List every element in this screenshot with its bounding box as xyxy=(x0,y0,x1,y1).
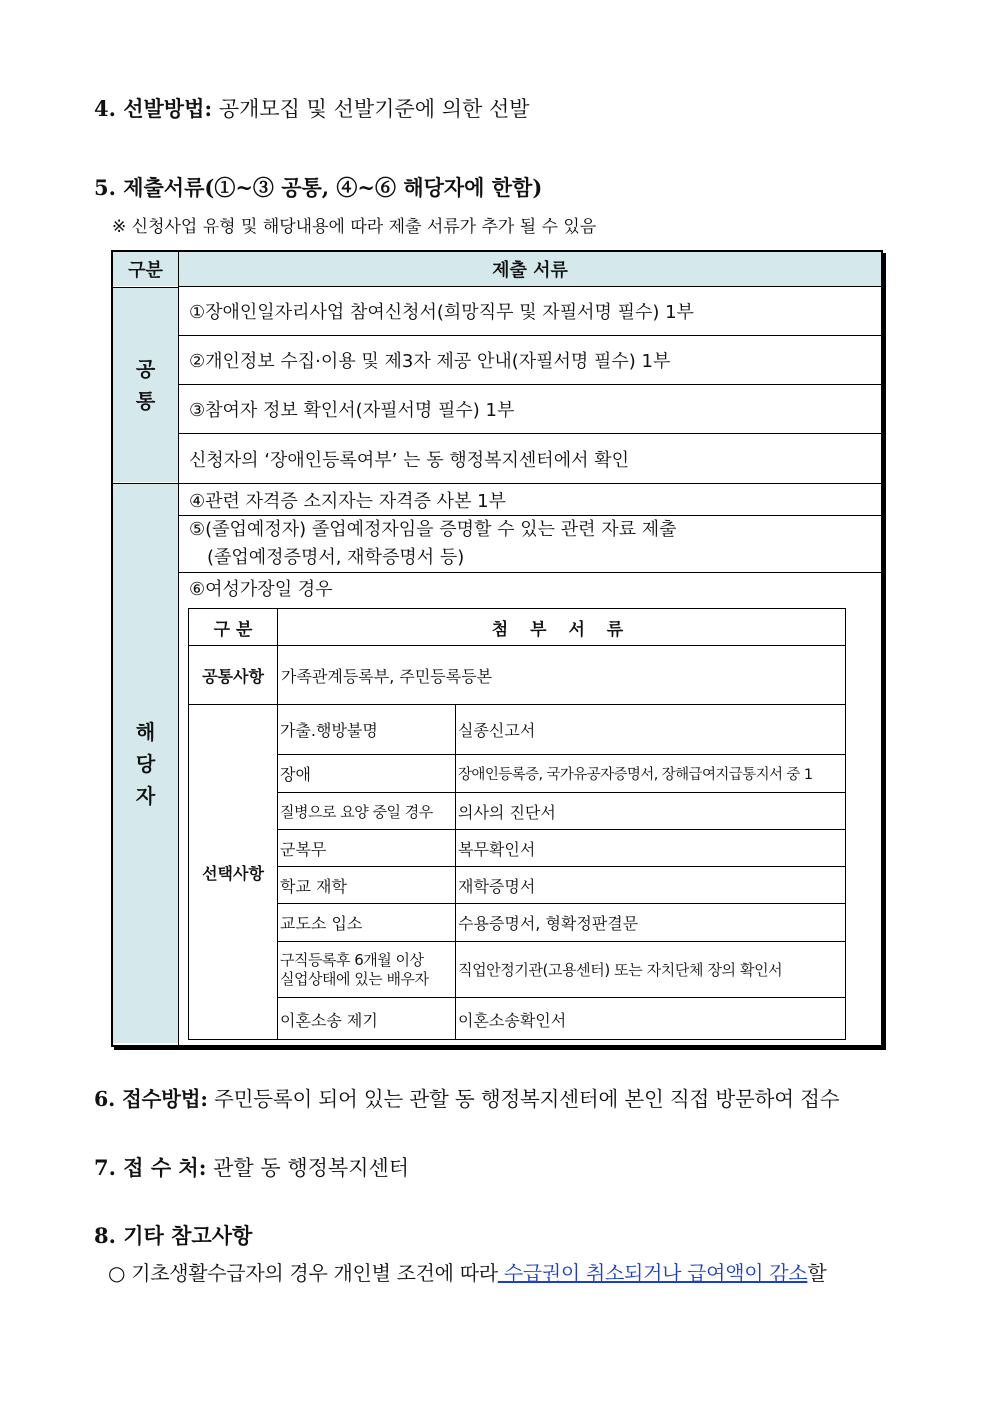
inner-common-label: 공통사항 xyxy=(202,666,264,686)
common-group-label xyxy=(113,287,178,482)
doc-cell: 이혼소송확인서 xyxy=(458,1010,567,1030)
section-6-label: 6. 접수방법: xyxy=(94,1087,208,1111)
common-row: ②개인정보 수집·이용 및 제3자 제공 안내(자필서명 필수) 1부 xyxy=(179,335,881,384)
section-5-note: ※ 신청사업 유형 및 해당내용에 따라 제출 서류가 추가 될 수 있음 xyxy=(112,217,597,237)
section-4 xyxy=(94,93,530,123)
section-4-text: 공개모집 및 선발기준에 의한 선발 xyxy=(212,97,530,121)
section-8 xyxy=(94,1220,252,1250)
inner-header-group: 구 분 xyxy=(213,619,253,640)
doc-cell: 실종신고서 xyxy=(458,721,536,740)
inner-select-label: 선택사항 xyxy=(202,864,264,883)
row-5-line-1: ⑤(졸업예정자) 졸업예정자임을 증명할 수 있는 관련 자료 제출 xyxy=(189,519,677,540)
common-label-char: 통 xyxy=(135,389,156,413)
doc-cell: 복무확인서 xyxy=(458,839,536,859)
doc-cell: 직업안정기관(고용센터) 또는 자치단체 장의 확인서 xyxy=(458,961,783,979)
section-7 xyxy=(94,1152,409,1182)
applicable-row-4: ④관련 자격증 소지자는 자격증 사본 1부 xyxy=(179,483,881,515)
inner-header-docs: 첨 부 서 류 xyxy=(491,619,632,640)
case-cell xyxy=(280,942,454,997)
female-head-table xyxy=(188,608,846,1040)
case-cell: 이혼소송 제기 xyxy=(280,1010,378,1030)
section-5 xyxy=(94,172,542,202)
section-8-label: 8. 기타 참고사항 xyxy=(94,1223,253,1248)
section-7-text: 관할 동 행정복지센터 xyxy=(206,1156,410,1180)
doc-cell: 재학증명서 xyxy=(458,876,536,896)
section-7-label: 7. 접 수 처: xyxy=(94,1155,207,1180)
case-cell: 군복무 xyxy=(280,839,327,859)
case-line-1: 구직등록후 6개월 이상 xyxy=(280,950,424,969)
doc-cell: 수용증명서, 형확정판결문 xyxy=(458,914,639,933)
common-row: ③참여자 정보 확인서(자필서명 필수) 1부 xyxy=(179,384,881,433)
case-cell: 장애 xyxy=(280,765,311,784)
applicable-label-char: 자 xyxy=(135,783,156,808)
case-cell: 질병으로 요양 중일 경우 xyxy=(280,802,433,821)
section-8-prefix: ○ 기초생활수급자의 경우 개인별 조건에 따라 xyxy=(108,1261,498,1285)
doc-cell: 장애인등록증, 국가유공자증명서, 장해급여지급통지서 중 1 xyxy=(458,767,813,783)
case-cell: 교도소 입소 xyxy=(280,914,363,933)
table-header-docs: 제출 서류 xyxy=(179,252,881,286)
section-5-label: 5. 제출서류(①~③ 공통, ④~⑥ 해당자에 한함) xyxy=(94,175,543,200)
common-row: 신청자의 ‘장애인등록여부’ 는 동 행정복지센터에서 확인 xyxy=(179,433,881,483)
applicable-row-5 xyxy=(179,515,881,572)
applicable-group-label xyxy=(113,483,178,1043)
case-line-2: 실업상태에 있는 배우자 xyxy=(280,969,429,988)
section-8-emphasis: 수급권이 취소되거나 급여액이 감소 xyxy=(497,1261,808,1285)
doc-cell: 의사의 진단서 xyxy=(458,802,556,822)
common-row: ①장애인일자리사업 참여신청서(희망직무 및 자필서명 필수) 1부 xyxy=(179,286,881,335)
section-6-text: 주민등록이 되어 있는 관할 동 행정복지센터에 본인 직접 방문하여 접수 xyxy=(207,1087,840,1111)
section-8-line xyxy=(108,1257,826,1286)
applicable-label-char: 당 xyxy=(135,751,156,776)
case-cell: 학교 재학 xyxy=(280,876,347,896)
inner-divider xyxy=(277,609,278,1040)
section-4-label: 4. 선발방법: xyxy=(94,96,213,121)
section-8-suffix: 할 xyxy=(807,1261,827,1285)
case-cell: 가출.행방불명 xyxy=(280,721,378,740)
applicable-label-char: 해 xyxy=(135,719,156,744)
row-5-line-2: (졸업예정증명서, 재학증명서 등) xyxy=(207,547,465,568)
row-6-text: ⑥여성가장일 경우 xyxy=(189,579,333,600)
table-header-group: 구분 xyxy=(113,252,178,286)
section-6 xyxy=(94,1082,839,1112)
common-label-char: 공 xyxy=(135,357,156,381)
inner-common-docs: 가족관계등록부, 주민등록등본 xyxy=(281,666,493,686)
